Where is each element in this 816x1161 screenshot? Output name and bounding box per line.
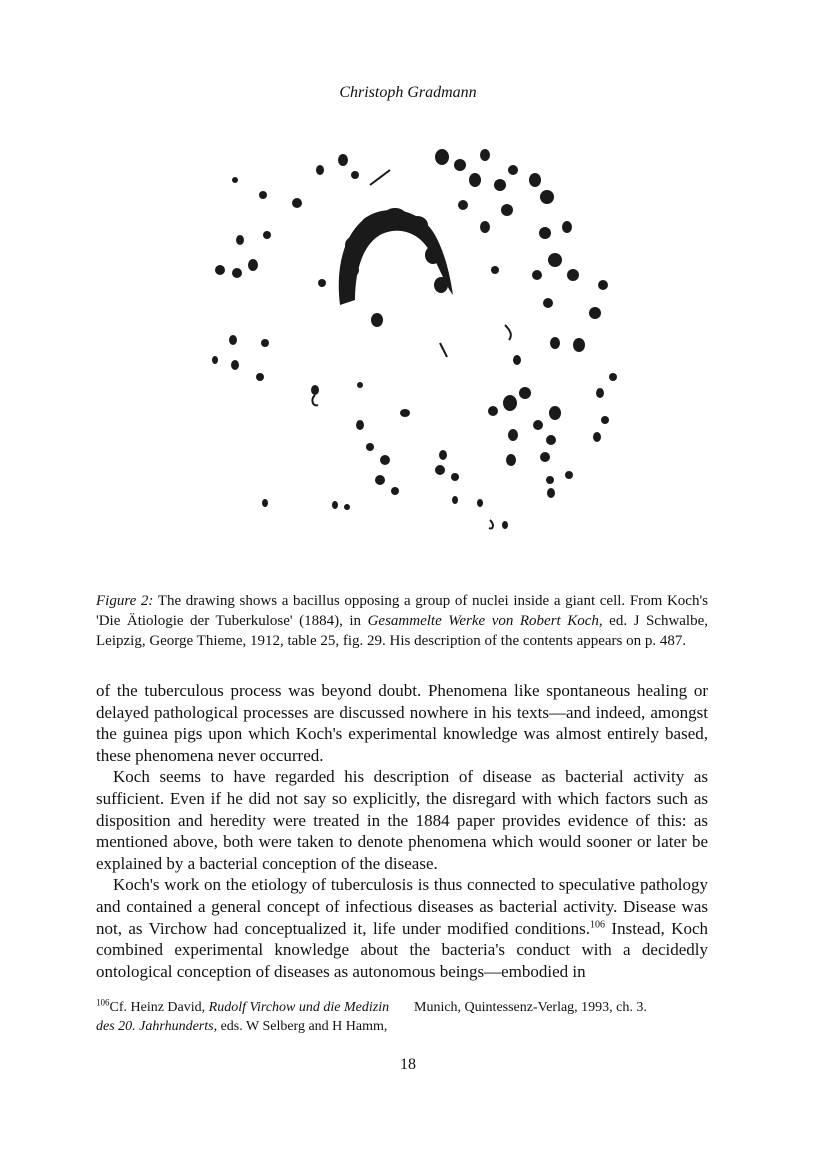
paragraph-3-main: Koch's work on the etiology of tuberculosis is thus connected to speculative pathology and contained a general concept of infectious diseases as bacterial activity. Disease was not, as Virchow had conceptualized it, life under modified conditions.	[96, 875, 708, 938]
microscopic-drawing-giant-cell-icon	[195, 135, 635, 535]
paragraph-1: of the tuberculous process was beyond doubt. Phenomena like spontaneous healing or delayed pathological processes are discussed nowhere in his texts—and indeed, amongst the guinea pigs upon which Koch's experimental knowledge was almost entirely based, these phenomena never occurred.	[96, 681, 708, 765]
running-head: Christoph Gradmann	[339, 84, 477, 101]
footnote-prefix: Cf. Heinz David,	[109, 1000, 209, 1015]
body-text	[96, 680, 708, 982]
footnotes	[96, 998, 708, 1036]
paragraph-3	[96, 874, 708, 982]
paragraph-3-rest: Instead, Koch combined experimental knowledge about the bacteria's conduct with a decidedly ontological conception of diseases as autonomous beings—embodied in	[96, 918, 708, 981]
caption-text-part1: The drawing shows a bacillus opposing a group of nuclei inside a giant cell. From Koch's 'Die Ätiologie der Tuberkulose' (1884), in	[96, 593, 709, 629]
paragraph-2: Koch seems to have regarded his description of disease as bacterial activity as sufficient. Even if he did not say so explicitly, the disregard with which factors such as disposition and heredity were treated in the 1884 paper provides evidence of this: as mentioned above, both were taken to denote phenomena which would sooner or later be explained by a bacterial conception of the disease.	[96, 767, 708, 873]
footnote-number: 106	[96, 997, 110, 1008]
footnote-reference[interactable]: 106	[590, 918, 605, 930]
page-number: 18	[400, 1056, 416, 1073]
figure-2-drawing	[195, 135, 635, 535]
footnote-suffix: , eds. W Selberg and H Hamm, Munich, Quintessenz-Verlag, 1993, ch. 3.	[213, 1000, 647, 1034]
caption-text-part2: , ed. J Schwalbe, Leipzig, George Thieme, 1912, table 25, fig. 29. His description of the contents appears on p. 487.	[96, 613, 709, 649]
footnote-title: Rudolf Virchow und die Medizin des 20. Jahrhunderts	[96, 1000, 390, 1034]
caption-label: Figure 2:	[96, 593, 154, 609]
figure-caption	[96, 591, 708, 651]
caption-book-title: Gesammelte Werke von Robert Koch	[367, 613, 599, 629]
